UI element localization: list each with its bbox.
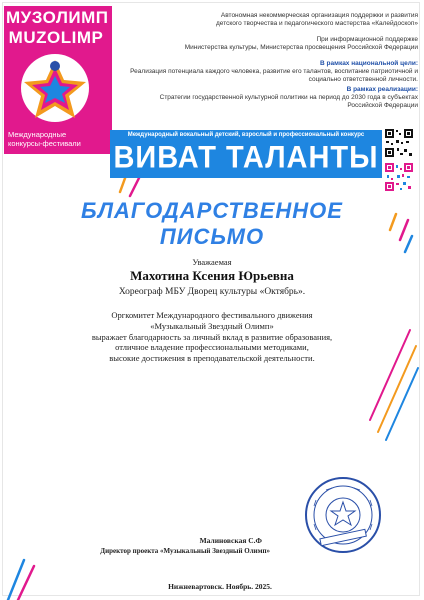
logo-title-latin: MUZOLIMP	[8, 28, 104, 47]
support-line: При информационной поддержке	[316, 36, 418, 43]
contest-banner	[110, 130, 382, 178]
logo-caption	[8, 130, 108, 148]
project-heading: В рамках национальной цели:	[320, 60, 418, 67]
logo-caption-line: конкурсы-фестивали	[8, 139, 81, 148]
letter-body-line: выражает благодарность за личный вклад в развитие образования,	[91, 331, 333, 342]
star-figure-icon	[18, 52, 92, 124]
recipient-name: Махотина Ксения Юрьевна	[130, 268, 294, 283]
qr-code-icon[interactable]	[384, 128, 414, 158]
logo-title: МУЗОЛИМП	[6, 8, 109, 27]
project-line: Реализация потенциала каждого человека, развитие его талантов, воспитание патриотичной и	[130, 68, 418, 75]
realization-line: Стратегии государственной культурной политики на период до 2030 года в субъектах	[159, 94, 418, 101]
organization-seal-icon	[304, 476, 382, 554]
recipient-position: Хореограф МБУ Дворец культуры «Октябрь».	[118, 287, 306, 297]
banner-subtitle: Международный вокальный детский, взрослый и профессиональный конкурс	[127, 132, 365, 138]
project-info	[130, 68, 418, 84]
letter-body	[60, 310, 364, 364]
support-line: Министерства культуры, Министерства просвещения Российской Федерации	[184, 44, 418, 51]
organization-line: детского творчества и педагогического мастерства «Калейдоскоп»	[216, 20, 418, 27]
document-title: БЛАГОДАРСТВЕННОЕ ПИСЬМО	[81, 198, 343, 249]
support-info	[150, 36, 418, 52]
letter-body-line: «Музыкальный Звездный Олимп»	[150, 320, 274, 331]
signer-role: Директор проекта «Музыкальный Звездный Олимп»	[100, 547, 270, 555]
logo-caption-line: Международные	[8, 130, 67, 139]
letter-body-line: Оргкомитет Международного фестивального движения	[111, 310, 313, 320]
place-and-date: Нижневартовск. Ноябрь. 2025.	[168, 582, 272, 591]
letter-body-line: высокие достижения в преподавательской деятельности.	[109, 353, 315, 364]
organization-line: Автономная некоммерческая организация поддержки и развития	[220, 12, 418, 19]
greeting: Уважаемая	[192, 257, 232, 267]
realization-info	[130, 94, 418, 110]
project-line: социально ответственной личности.	[308, 76, 418, 83]
realization-line: Российской Федерации	[347, 102, 418, 109]
banner-title: ВИВАТ ТАЛАНТЫ	[113, 140, 379, 176]
letter-body-line: отличное владение профессиональными методиками,	[115, 342, 309, 353]
organization-info	[150, 12, 418, 28]
qr-code-icon[interactable]	[384, 162, 414, 192]
realization-heading: В рамках реализации:	[346, 86, 418, 93]
signer-name: Малиновская С.Ф	[199, 536, 262, 545]
